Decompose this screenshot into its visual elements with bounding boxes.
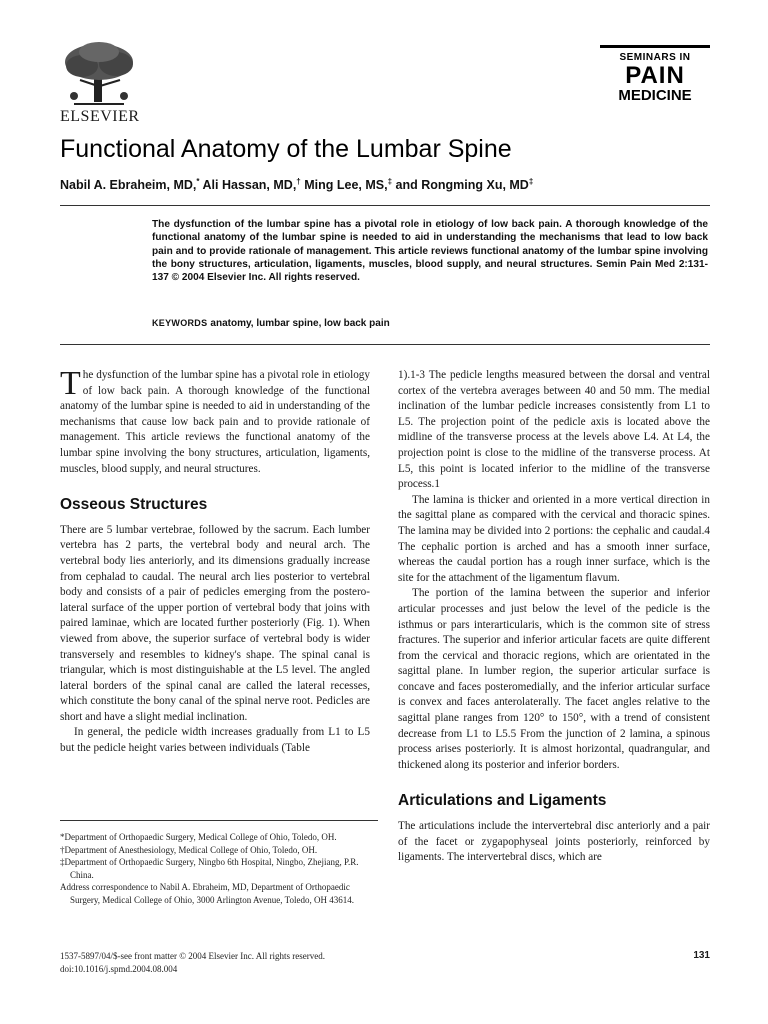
author-name: and Rongming Xu, MD	[395, 178, 529, 193]
keywords-label: KEYWORDS	[152, 318, 208, 328]
body-paragraph: The portion of the lamina between the superior and inferior articular processes and just below the level of the pedicle is the isthmus or pars interarticularis, which is the common site of stress fractures. The superior and inferior articular facets are quite different from the cervical and thoracic regions, which are orientated in the sagittal plane. In lumber region, the superior articular surface is concave and faces posteromedially, and the inferior articular surface is convex and faces anterolaterally. The facet angles relative to the sagittal plane ranges from 120° to 150°, with a trend of consistent decrease from L1 to L5.5 From the junction of 2 lamina, a spinous process arises posteriorly. It is almost horizontal, quadrangular, and thickened along its posterior and inferior borders.	[398, 587, 710, 771]
body-paragraph: There are 5 lumbar vertebrae, followed by the sacrum. Each lumber vertebra has 2 parts, the vertebral body and neural arch. The vertebral body lies anteriorly, and its dimensions gradually increase from cephalad to caudal. The neural arch lies posterior to vertebral body and consists of a pair of pedicles emerging from the postero-lateral surface of the upper portion of vertebral body that joins with paired laminae, which are located further posteriorly (Fig. 1). When viewed from above, the superior surface of vertebral body is wider transversely and resembles to kidney's shape. The spinal canal is triangular, which is most distinguishable at the L5 level. The angled lateral borders of the spinal canal are called the lateral recesses, which constitute the bony canal of the spinal nerve root. Pedicles are short and have a slight medial inclination.	[60, 523, 370, 723]
footnote: ‡Department of Orthopaedic Surgery, Ningbo 6th Hospital, Ningbo, Zhejiang, P.R. China.	[60, 857, 359, 880]
author-affiliation-mark: ‡	[528, 177, 534, 186]
drop-cap: T	[60, 365, 81, 402]
intro-text: he dysfunction of the lumbar spine has a pivotal role in etiology of low back pain. A thorough knowledge of the functional anatomy of the lumbar spine is needed to aid in understanding of the mechanisms that cause low back pain and to provide rationale of management. This article reviews the functional anatomy of the lumbar spine involving the bony structures, articulation, ligaments, muscles, blood supply, and neural structures.	[60, 369, 370, 475]
abstract-text: The dysfunction of the lumbar spine has a pivotal role in etiology of low back pain. A thorough knowledge of the functional anatomy of the lumbar spine is needed to aid in understanding the mechanisms that lead to low back pain and to provide rationale of management. This article reviews functional anatomy of the lumbar spine involving the bony structures, articulation, ligaments, muscles, blood supply, and neural structures.	[152, 219, 708, 270]
section-heading-articulations: Articulations and Ligaments	[398, 792, 607, 810]
keywords-text: anatomy, lumbar spine, low back pain	[210, 318, 390, 329]
footnote: Address correspondence to Nabil A. Ebraheim, MD, Department of Orthopaedic Surgery, Medical College of Ohio, 3000 Arlington Avenue, Toledo, OH 43614.	[60, 882, 355, 905]
author-affiliation-mark: †	[296, 177, 301, 186]
abstract-divider	[60, 344, 710, 345]
article-title: Functional Anatomy of the Lumbar Spine	[60, 135, 512, 163]
tree-icon	[60, 40, 138, 106]
journal-line-2: PAIN	[625, 62, 685, 89]
footnotes	[60, 820, 378, 907]
left-column	[60, 365, 370, 757]
intro-paragraph	[60, 365, 370, 477]
header-divider	[60, 205, 710, 206]
body-paragraph: The lamina is thicker and oriented in a more vertical direction in the sagittal plane as compared with the cervical and thoracic spines. The lamina may be divided into 2 portions: the cephalic and caudal.4 The cephalic portion is arched and has a smooth inner surface, whereas the caudal portion has a rough inner surface, which is the site for the attachment of the ligamentum flavum.	[398, 493, 710, 584]
keywords-line	[152, 318, 390, 329]
page-number: 131	[693, 950, 710, 961]
author-name: Ali Hassan, MD,	[202, 178, 297, 193]
journal-line-3: MEDICINE	[618, 87, 692, 104]
body-paragraph: 1).1-3 The pedicle lengths measured between the dorsal and ventral cortex of the vertebra averages between 40 and 50 mm. The medial inclination of the lumbar pedicle increases consistently from L1 to L5. The projection point of the pedicle axis is located above the midline of the transverse process at the levels above L4. At L4, the projection point is close to the midline of the transverse process. At L5, this point is located inferior to the midline of the transverse process.1	[398, 369, 710, 491]
citation-line: Semin Pain Med 2:131-137 © 2004 Elsevier Inc. All rights reserved.	[152, 258, 708, 284]
author-name: Nabil A. Ebraheim, MD,	[60, 178, 197, 193]
abstract	[152, 218, 708, 284]
body-paragraph: In general, the pedicle width increases gradually from L1 to L5 but the pedicle height varies between individuals (Table	[60, 726, 370, 755]
footnote: *Department of Orthopaedic Surgery, Medical College of Ohio, Toledo, OH.	[60, 832, 337, 842]
author-list	[60, 177, 533, 192]
author-affiliation-mark: ‡	[387, 177, 393, 186]
copyright-line: 1537-5897/04/$-see front matter © 2004 Elsevier Inc. All rights reserved.	[60, 951, 326, 961]
publisher-name: ELSEVIER	[60, 108, 140, 125]
footnote: †Department of Anesthesiology, Medical College of Ohio, Toledo, OH.	[60, 844, 318, 855]
journal-logo	[600, 45, 710, 104]
doi-link[interactable]: doi:10.1016/j.spmd.2004.08.004	[60, 963, 178, 974]
author-affiliation-mark: *	[196, 177, 200, 186]
body-paragraph: The articulations include the intervertebral disc anteriorly and a pair of the facet or zygapophyseal joints posteriorly, reinforced by ligaments. The intervertebral discs, which are	[398, 820, 710, 864]
journal-line-1: SEMINARS IN	[619, 52, 691, 63]
right-column	[398, 368, 710, 866]
copyright-footer	[60, 950, 325, 976]
author-name: Ming Lee, MS,	[304, 178, 388, 193]
section-heading-osseous: Osseous Structures	[60, 496, 208, 514]
elsevier-logo	[60, 40, 140, 126]
